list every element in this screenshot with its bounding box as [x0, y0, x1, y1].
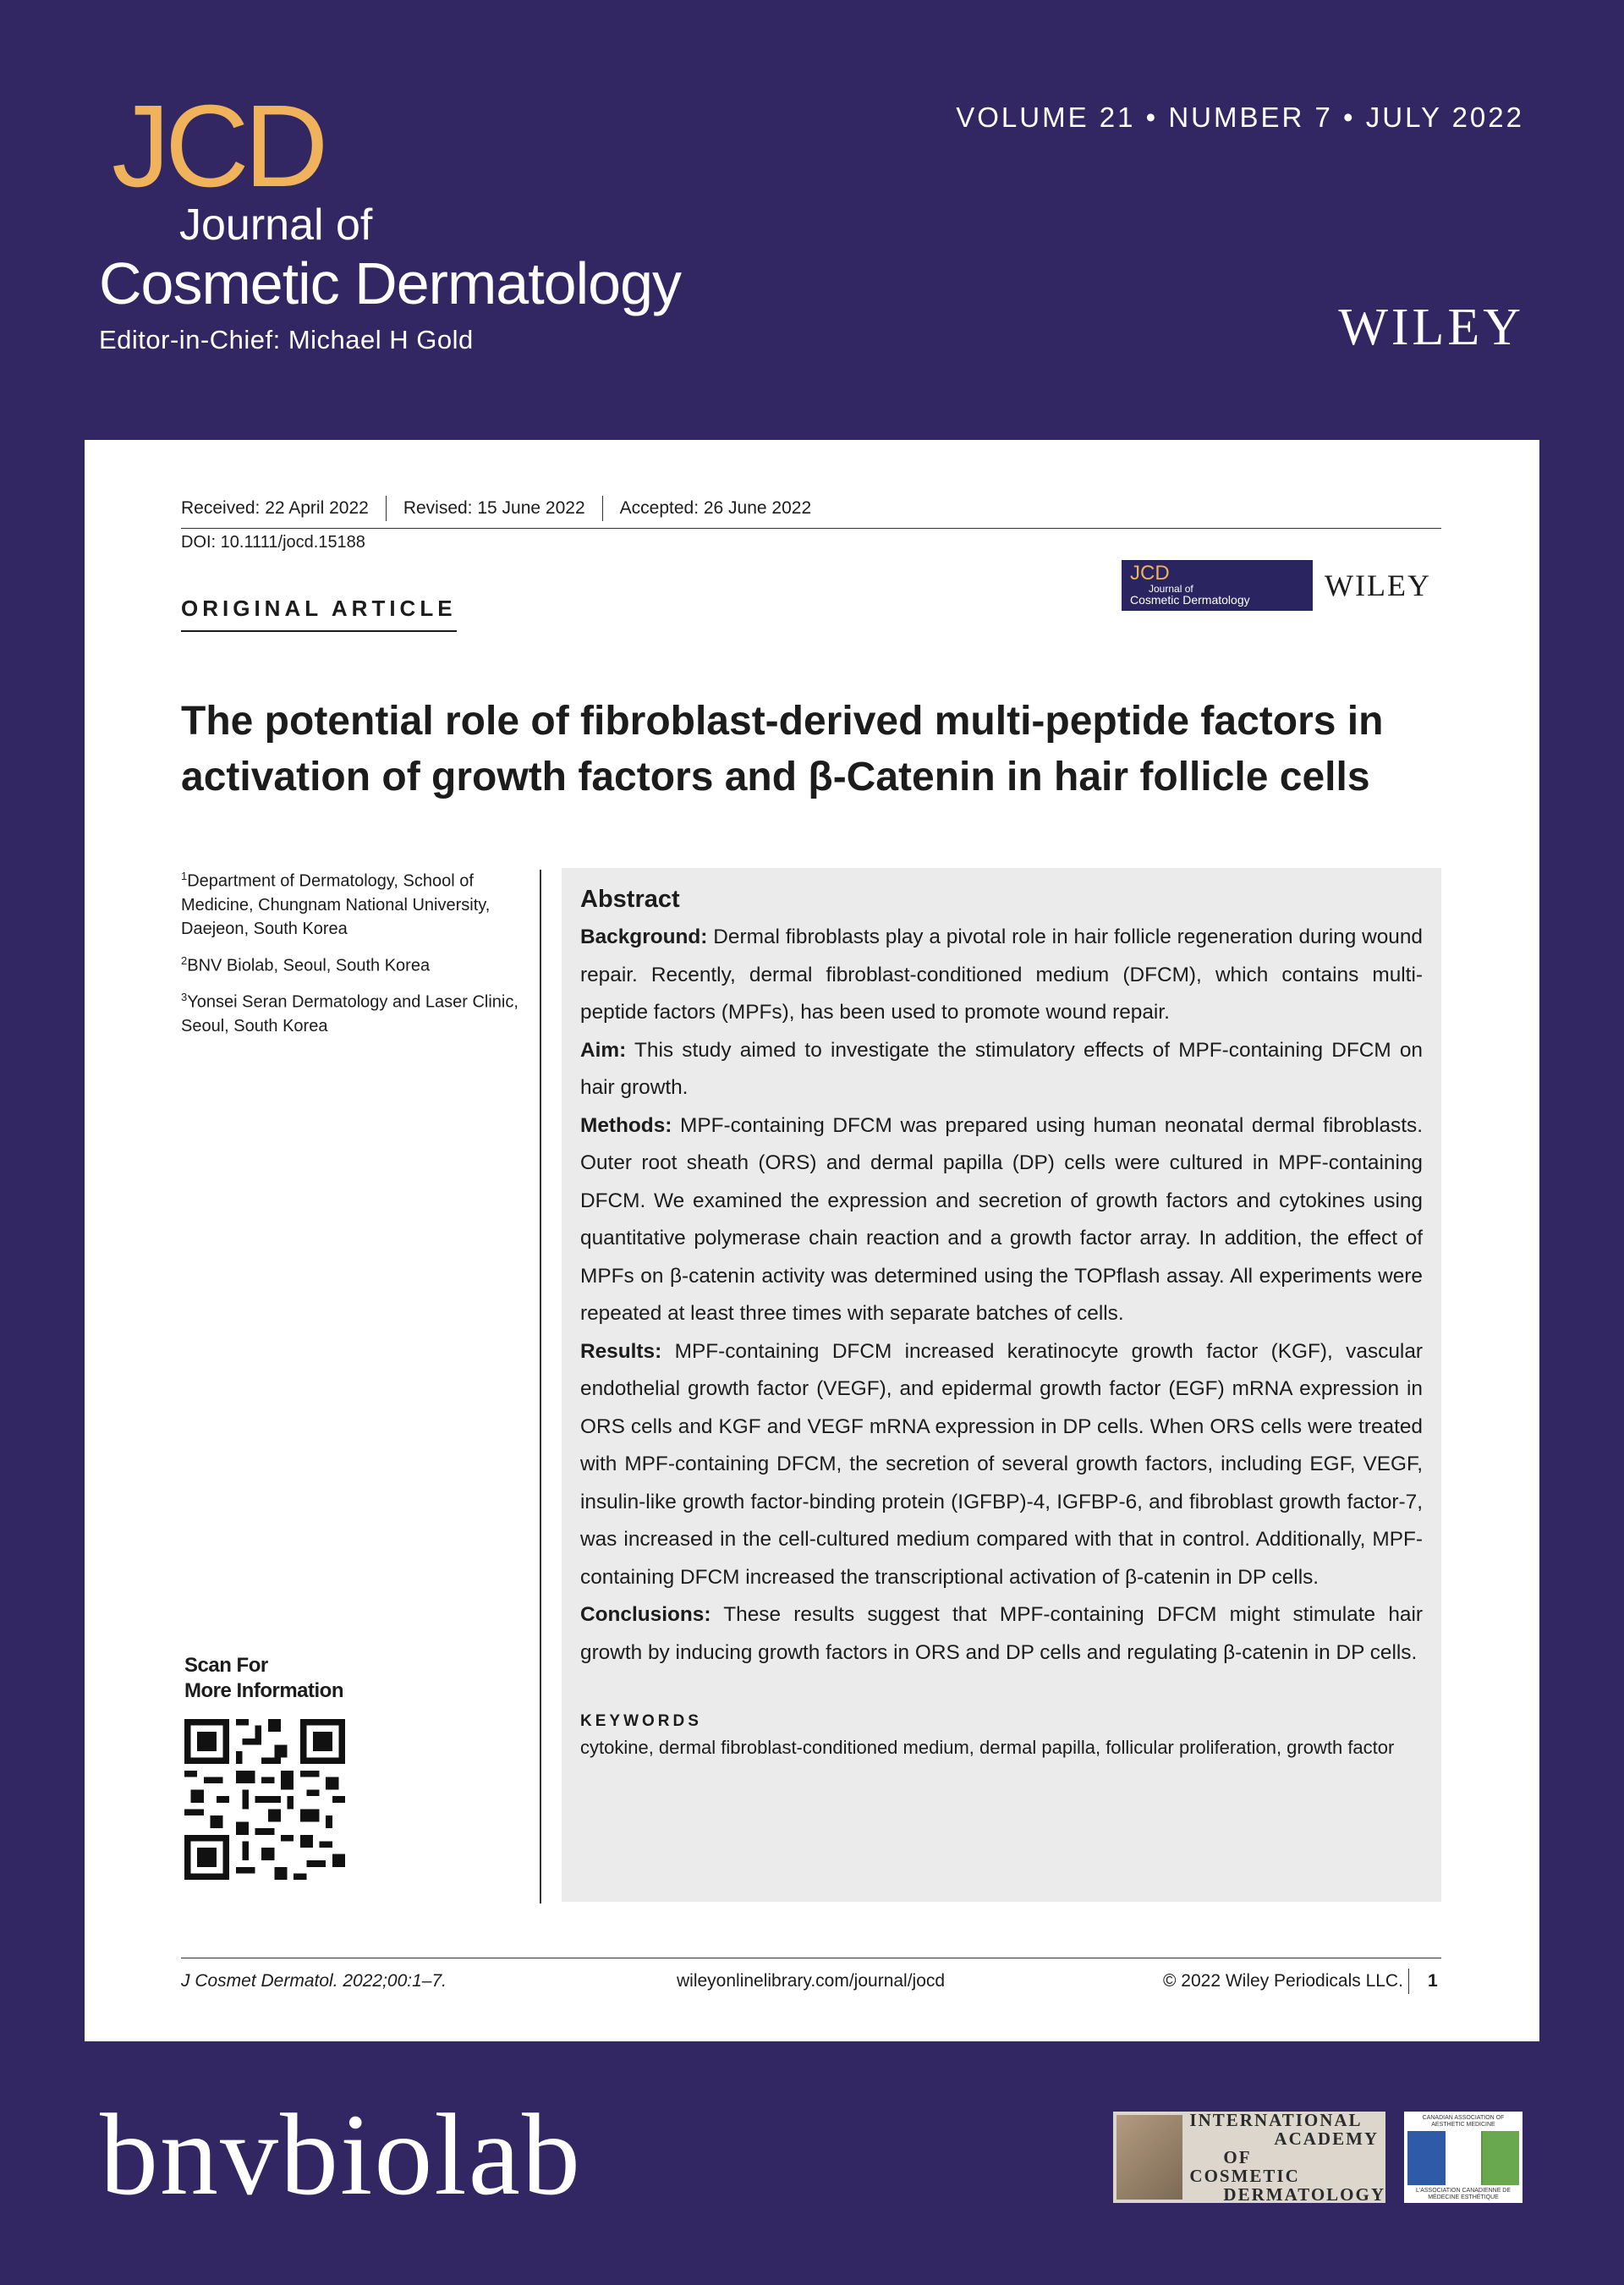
cover-header [0, 0, 1624, 440]
journal-brand-small [1122, 560, 1431, 611]
footer-url[interactable]: wileyonlinelibrary.com/journal/jocd [677, 1971, 946, 1991]
caam-top-text: CANADIAN ASSOCIATION OF AESTHETIC MEDICINE [1422, 2115, 1505, 2128]
received-date: Received: 22 April 2022 [181, 496, 387, 521]
abstract-box [562, 868, 1441, 1902]
page-number: 1 [1408, 1969, 1438, 1994]
journal-of-text: Journal of [179, 200, 373, 250]
iacd-logo [1113, 2112, 1385, 2203]
revised-date: Revised: 15 June 2022 [387, 496, 603, 521]
abstract-heading: Abstract [580, 886, 680, 913]
affiliation-item: $^1$Department of Dermatology, School of Medicine, Chungnam National University, Daejeon, South Korea [181, 870, 491, 938]
affiliation-item: $^3$Yonsei Seran Dermatology and Laser Clinic, Seoul, South Korea [181, 991, 518, 1035]
abstract-aim: Aim: This study aimed to investigate the stimulatory effects of MPF-containing DFCM on hair growth. [580, 1038, 1424, 1099]
abstract-conclusions: Conclusions: These results suggest that MPF-containing DFCM might stimulate hair growth by inducing growth factors in ORS and DP cells and regulating β-catenin in DP cells. [580, 1603, 1423, 1664]
keywords: cytokine, dermal fibroblast-conditioned medium, dermal papilla, follicular proliferation, growth factor [580, 1737, 1395, 1758]
affiliation-item: $^2$BNV Biolab, Seoul, South Korea [181, 953, 431, 975]
accepted-date: Accepted: 26 June 2022 [619, 498, 812, 518]
affiliations [181, 865, 536, 1046]
bnvbiolab-logo: bnvbiolab [100, 2090, 582, 2219]
issue-info: VOLUME 21 • NUMBER 7 • JULY 2022 [956, 102, 1524, 133]
caam-emblem-icon [1407, 2131, 1519, 2185]
article-title: The potential role of fibroblast-derived multi-peptide factors in activation of growth factors and β-Catenin in hair follicle cells [181, 699, 1384, 799]
abstract-background: Background: Dermal fibroblasts play a pivotal role in hair follicle regeneration during wound repair. Recently, dermal fibroblast-conditioned medium (DFCM), which contains multi-peptide factors (MPFs), has been used to promote wound repair. [580, 926, 1423, 1024]
profile-portrait-icon [1116, 2115, 1182, 2200]
page-footer [181, 1958, 1441, 1994]
article-type: ORIGINAL ARTICLE [181, 596, 457, 632]
qr-code-icon[interactable] [184, 1719, 345, 1880]
thumbnail-abbrev: JCD [1130, 561, 1170, 585]
caam-logo [1404, 2112, 1522, 2203]
article-dates [181, 496, 1441, 529]
article-page [85, 440, 1539, 2041]
doi[interactable]: DOI: 10.1111/jocd.15188 [181, 533, 365, 552]
wiley-logo-small: WILEY [1325, 569, 1431, 602]
column-divider [540, 870, 541, 1903]
journal-thumbnail [1122, 560, 1313, 611]
wiley-logo: WILEY [1338, 299, 1524, 356]
journal-name: Cosmetic Dermatology [99, 250, 681, 316]
thumbnail-line2: Cosmetic Dermatology [1130, 593, 1250, 607]
thumbnail-line1: Journal of [1149, 582, 1193, 595]
keywords-label: KEYWORDS [580, 1712, 702, 1730]
abstract-methods: Methods: MPF-containing DFCM was prepared using human neonatal dermal fibroblasts. Outer root sheath (ORS) and dermal papilla (DP) cells were cultured in MPF-containing DFCM. We examined the expression and secretion of growth factors and cytokines using quantitative polymerase chain reaction and a growth factor array. In addition, the effect of MPFs on β-catenin activity was determined using the TOPflash assay. All experiments were repeated at least three times with separate batches of cells. [580, 1113, 1424, 1325]
jcd-logo: JCD [112, 81, 324, 211]
footer-citation: J Cosmet Dermatol. 2022;00:1–7. [181, 1971, 447, 1991]
scan-label: Scan For More Information [184, 1654, 343, 1702]
editor-in-chief: Editor-in-Chief: Michael H Gold [99, 325, 474, 354]
abstract-results: Results: MPF-containing DFCM increased keratinocyte growth factor (KGF), vascular endothelial growth factor (VEGF), and epidermal growth factor (EGF) mRNA expression in ORS cells and KGF and VEGF mRNA expression in DP cells. When ORS cells were treated with MPF-containing DFCM, the secretion of several growth factors, including EGF, VEGF, insulin-like growth factor-binding protein (IGFBP)-4, IGFBP-6, and fibroblast growth factor-7, was increased in the cell-cultured medium compared with that in control. Additionally, MPF-containing DFCM increased the transcriptional activation of β-catenin in DP cells. [580, 1339, 1423, 1589]
iacd-text: INTERNATIONAL ACADEMY OF COSMETIC DERMATOLOGY [1189, 2110, 1385, 2205]
caam-bottom-text: L'ASSOCIATION CANADIENNE DE MÉDECINE ESTHÉTIQUE [1415, 2188, 1512, 2200]
footer-copyright: © 2022 Wiley Periodicals LLC. [1163, 1971, 1403, 1991]
